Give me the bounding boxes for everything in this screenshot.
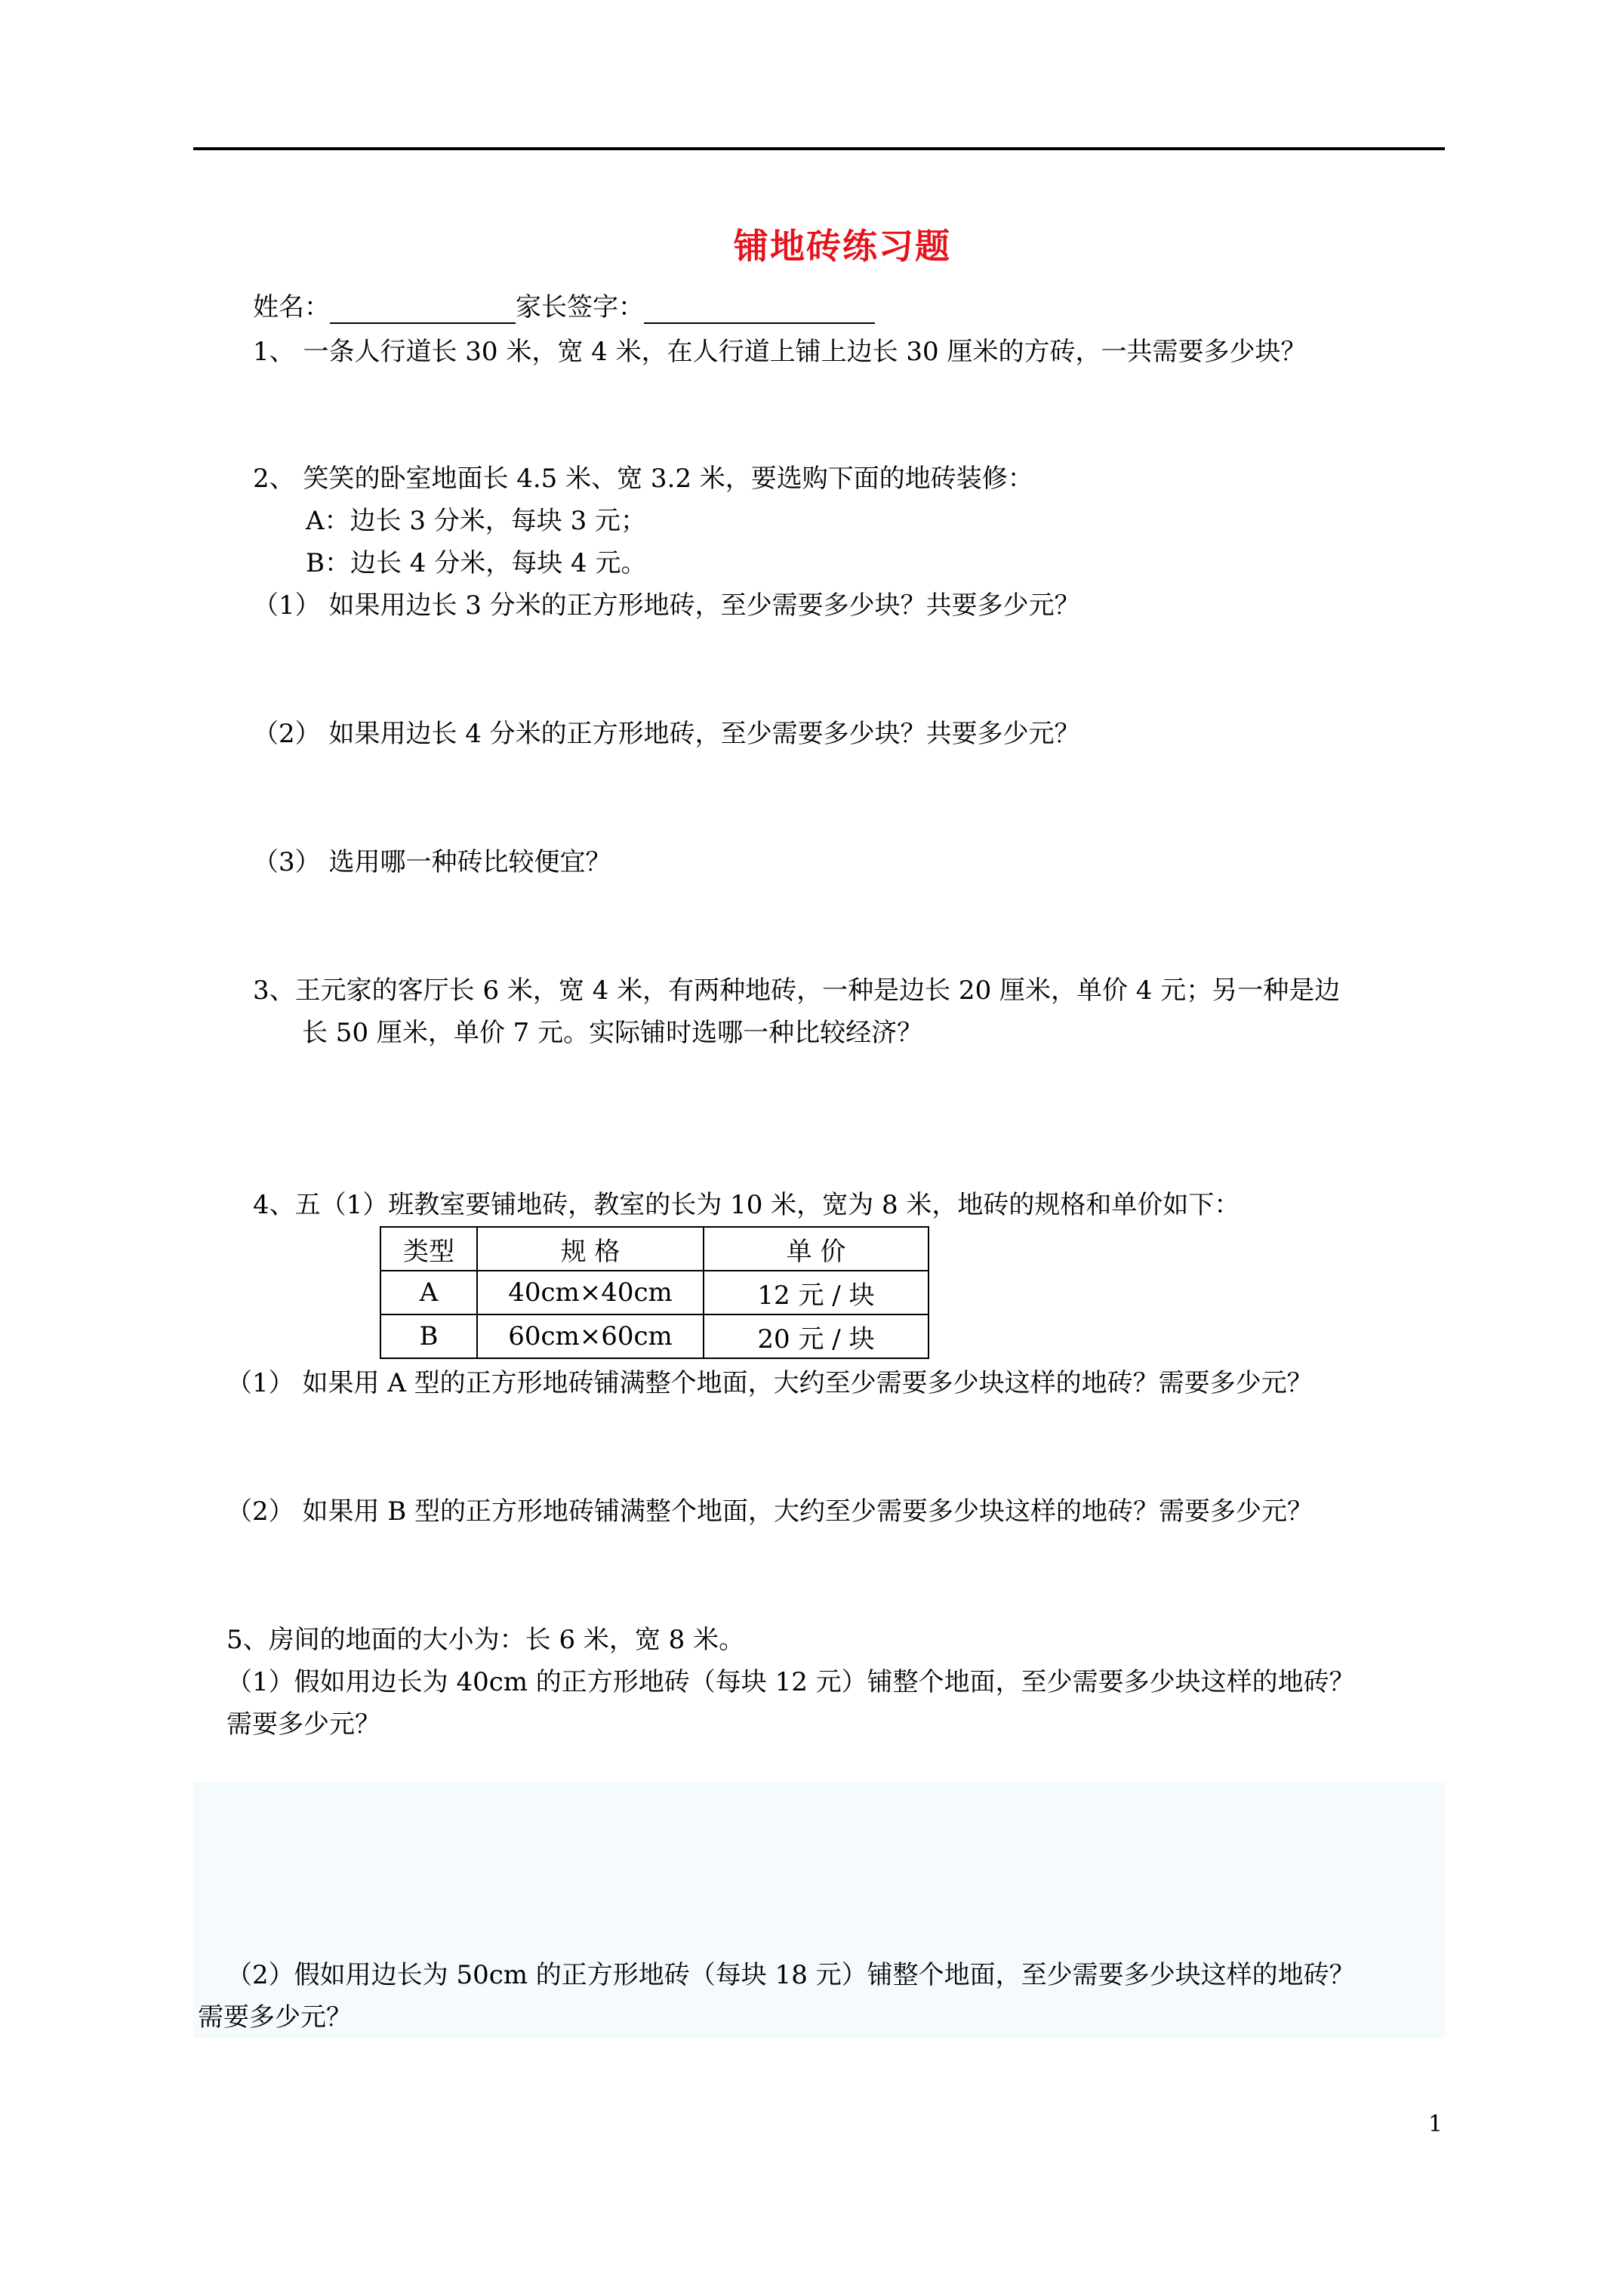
parent-signature-blank-field[interactable]: [644, 297, 875, 324]
answer-area-shading: [193, 1782, 1445, 2039]
header-rule: [193, 147, 1445, 150]
question-4-text: 4、五（1）班教室要铺地砖，教室的长为 10 米，宽为 8 米，地砖的规格和单价如下：: [253, 1190, 1240, 1220]
question-5-text: 5、房间的地面的大小为：长 6 米，宽 8 米。: [226, 1625, 745, 1655]
table-cell: 60cm×60cm: [477, 1314, 704, 1358]
question-5-sub-1-line-1: （1）假如用边长为 40cm 的正方形地砖（每块 12 元）铺整个地面，至少需要多少块这样的地砖？: [226, 1667, 1355, 1697]
parent-signature-label: 家长签字：: [516, 292, 644, 322]
question-3-line-2: 长 50 厘米，单价 7 元。实际铺时选哪一种比较经济？: [302, 1018, 923, 1048]
table-cell: 12 元 / 块: [704, 1271, 929, 1314]
question-5-sub-2-line-2: 需要多少元？: [198, 2002, 352, 2032]
question-3-line-1: 3、王元家的客厅长 6 米，宽 4 米，有两种地砖，一种是边长 20 厘米，单价 4 元；另一种是边: [253, 975, 1341, 1006]
table-row: [380, 1314, 929, 1358]
page-title: 铺地砖练习题: [734, 226, 951, 267]
table-header-cell: 单 价: [704, 1227, 929, 1271]
table-cell: B: [380, 1314, 477, 1358]
question-4-sub-1: （1） 如果用 A 型的正方形地砖铺满整个地面，大约至少需要多少块这样的地砖？需要多少元？: [226, 1368, 1313, 1398]
table-cell: 20 元 / 块: [704, 1314, 929, 1358]
table-row: [380, 1271, 929, 1314]
table-header-cell: 类型: [380, 1227, 477, 1271]
question-2-text: 2、 笑笑的卧室地面长 4.5 米、宽 3.2 米，要选购下面的地砖装修：: [253, 464, 1033, 494]
student-info-line: [253, 291, 875, 324]
question-2-sub-3: （3） 选用哪一种砖比较便宜？: [253, 847, 611, 877]
question-2-sub-1: （1） 如果用边长 3 分米的正方形地砖，至少需要多少块？共要多少元？: [253, 590, 1080, 621]
question-1-text: 1、 一条人行道长 30 米，宽 4 米，在人行道上铺上边长 30 厘米的方砖，一共需要多少块？: [253, 337, 1307, 367]
name-label: 姓名：: [253, 292, 330, 322]
table-cell: 40cm×40cm: [477, 1271, 704, 1314]
table-header-row: [380, 1227, 929, 1271]
table-header-cell: 规 格: [477, 1227, 704, 1271]
name-blank-field[interactable]: [330, 297, 516, 324]
question-5-sub-1-line-2: 需要多少元？: [226, 1709, 380, 1740]
tile-spec-table: [380, 1226, 929, 1359]
question-2-option-a: A：边长 3 分米，每块 3 元；: [306, 506, 647, 536]
question-2-option-b: B：边长 4 分米，每块 4 元。: [306, 548, 647, 578]
question-2-sub-2: （2） 如果用边长 4 分米的正方形地砖，至少需要多少块？共要多少元？: [253, 719, 1080, 749]
question-4-sub-2: （2） 如果用 B 型的正方形地砖铺满整个地面，大约至少需要多少块这样的地砖？需要多少元？: [226, 1496, 1313, 1527]
question-5-sub-2-line-1: （2）假如用边长为 50cm 的正方形地砖（每块 18 元）铺整个地面，至少需要多少块这样的地砖？: [226, 1960, 1355, 1990]
table-cell: A: [380, 1271, 477, 1314]
page-number: 1: [1428, 2111, 1443, 2137]
